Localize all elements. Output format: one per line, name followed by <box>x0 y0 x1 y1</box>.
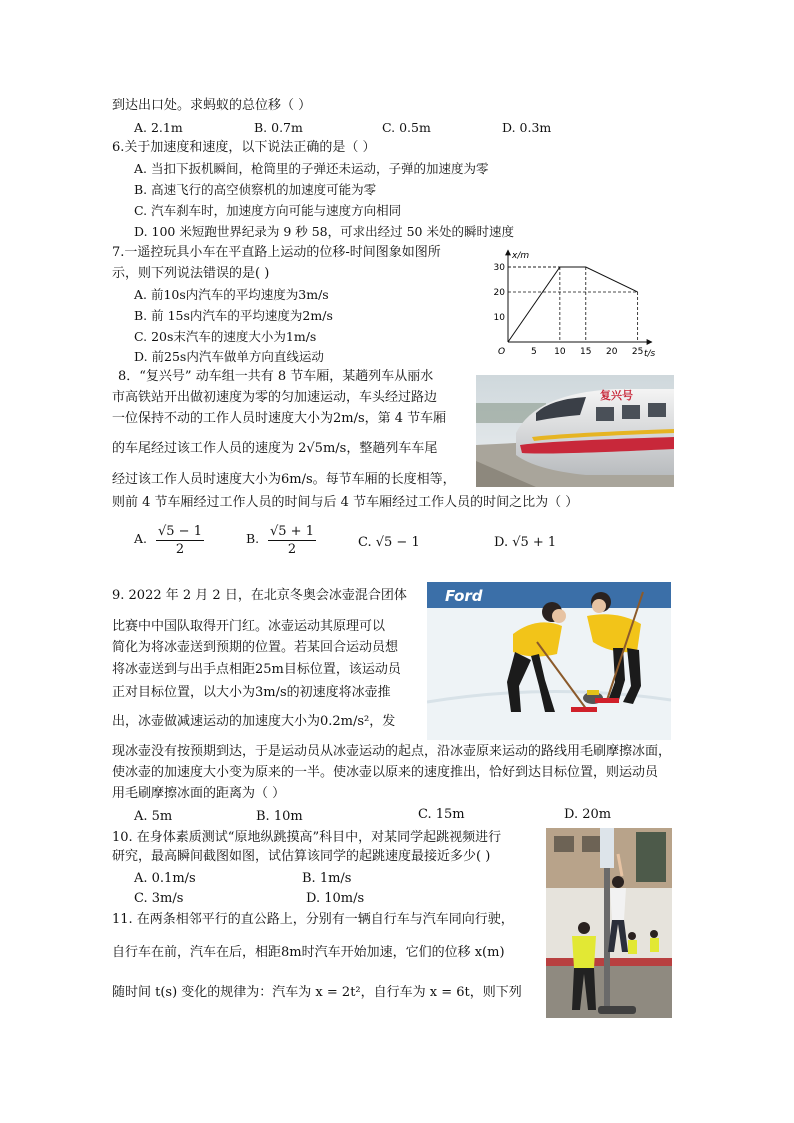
x-tick-label: 10 <box>554 347 566 357</box>
q9-line-2: 比赛中中国队取得开门红。冰壶运动其原理可以 <box>112 619 386 634</box>
intro-option-a: A. 2.1m <box>134 120 183 135</box>
q6-option-d: D. 100 米短跑世界纪录为 9 秒 58，可求出经过 50 米处的瞬时速度 <box>134 224 514 239</box>
q9-option-b: B. 10m <box>256 809 303 824</box>
jump-photo <box>546 828 672 1018</box>
q8-option-b-fraction <box>268 524 316 557</box>
train-sign: 复兴号 <box>600 389 633 402</box>
q6-option-b: B. 高速飞行的高空侦察机的加速度可能为零 <box>134 182 377 197</box>
q10-line-1: 10. 在身体素质测试“原地纵跳摸高”科目中，对某同学起跳视频进行 <box>112 830 502 845</box>
x-tick-label: 5 <box>531 347 537 357</box>
q11-line-2: 自行车在前，汽车在后，相距8m时汽车开始加速，它们的位移 x(m) <box>112 945 505 960</box>
q8-line-1: 8．“复兴号” 动车组一共有 8 节车厢，某趟列车从丽水 <box>118 369 434 384</box>
q6-stem: 6.关于加速度和速度，以下说法正确的是（ ） <box>112 140 376 155</box>
xt-graph <box>490 244 662 362</box>
q8-line-5: 经过该工作人员时速度大小为6m/s。每节车厢的长度相等， <box>112 472 456 487</box>
x-tick-label: 20 <box>605 347 618 357</box>
q8-line-6: 则前 4 节车厢经过工作人员的时间与后 4 节车厢经过工作人员的时间之比为（ ） <box>112 495 579 510</box>
q8-option-a-label: A. <box>134 531 148 546</box>
x-tick-label: 25 <box>631 347 644 357</box>
y-tick-label: 20 <box>493 288 505 298</box>
q10-option-d: D. 10m/s <box>306 891 365 906</box>
q7-option-b: B. 前 15s内汽车的平均速度为2m/s <box>134 308 333 323</box>
rink-banner: Ford <box>445 587 483 605</box>
q8-line-3: 一位保持不动的工作人员时速度大小为2m/s，第 4 节车厢 <box>112 411 447 426</box>
q8-line-2: 市高铁站开出做初速度为零的匀加速运动，车头经过路边 <box>112 390 438 405</box>
q8-option-a-denominator: 2 <box>175 542 185 557</box>
q9-line-6: 出，冰壶做减速运动的加速度大小为0.2m/s²，发 <box>112 714 396 729</box>
q10-option-a: A. 0.1m/s <box>134 871 196 886</box>
train-photo <box>476 375 674 487</box>
intro-option-d: D. 0.3m <box>502 120 552 135</box>
q8-option-c: C. √5 − 1 <box>358 535 420 550</box>
q9-option-a: A. 5m <box>134 809 173 824</box>
q11-line-1: 11. 在两条相邻平行的直公路上，分别有一辆自行车与汽车同向行驶， <box>112 912 514 927</box>
q8-option-b-label: B. <box>246 531 260 546</box>
q9-line-7: 现冰壶没有按预期到达，于是运动员从冰壶运动的起点，沿冰壶原来运动的路线用毛刷摩擦冰面， <box>112 744 672 759</box>
curling-photo <box>427 582 671 740</box>
q9-line-5: 正对目标位置，以大小为3m/s的初速度将冰壶推 <box>112 685 391 700</box>
y-tick-label: 10 <box>493 313 505 323</box>
q10-option-b: B. 1m/s <box>302 871 352 886</box>
q9-line-8: 使冰壶的加速度大小变为原来的一半。使冰壶以原来的速度推出，恰好到达目标位置，则运动员 <box>112 765 659 780</box>
q8-option-a-fraction <box>156 524 204 557</box>
q6-option-a: A. 当扣下扳机瞬间，枪筒里的子弹还未运动，子弹的加速度为零 <box>134 161 489 176</box>
q7-stem-line-1: 7.一遥控玩具小车在平直路上运动的位移-时间图象如图所 <box>112 245 441 260</box>
q10-option-c: C. 3m/s <box>134 891 184 906</box>
q8-option-b-numerator: √5 + 1 <box>268 524 316 541</box>
q9-option-c: C. 15m <box>418 807 465 822</box>
q7-stem-line-2: 示，则下列说法错误的是( ) <box>112 266 270 281</box>
q7-option-a: A. 前10s内汽车的平均速度为3m/s <box>134 287 329 302</box>
q9-line-3: 简化为将冰壶送到预期的位置。若某回合运动员想 <box>112 640 399 655</box>
xt-series-line <box>508 267 638 342</box>
x-tick-label: 15 <box>580 347 592 357</box>
y-axis-label: x/m <box>512 251 530 261</box>
intro-line: 到达出口处。求蚂蚁的总位移（ ） <box>112 98 312 113</box>
intro-option-b: B. 0.7m <box>254 120 303 135</box>
q10-line-2: 研究，最高瞬间截图如图，试估算该同学的起跳速度最接近多少( ) <box>112 849 491 864</box>
x-axis-label: t/s <box>644 349 656 359</box>
intro-option-c: C. 0.5m <box>382 120 431 135</box>
q8-option-a-numerator: √5 − 1 <box>156 524 204 541</box>
q11-line-3: 随时间 t(s) 变化的规律为：汽车为 x = 2t²，自行车为 x = 6t，则下列 <box>112 985 522 1000</box>
q9-option-d: D. 20m <box>564 807 612 822</box>
q8-line-4: 的车尾经过该工作人员的速度为 2√5m/s，整趟列车车尾 <box>112 441 438 456</box>
q7-option-d: D. 前25s内汽车做单方向直线运动 <box>134 349 324 364</box>
q9-line-4: 将冰壶送到与出手点相距25m目标位置，该运动员 <box>112 662 401 677</box>
q8-option-b-denominator: 2 <box>287 542 297 557</box>
q9-line-9: 用毛刷摩擦冰面的距离为（ ） <box>112 786 286 801</box>
q9-line-1: 9. 2022 年 2 月 2 日，在北京冬奥会冰壶混合团体 <box>112 588 407 603</box>
y-tick-label: 30 <box>493 263 505 273</box>
q8-option-d: D. √5 + 1 <box>494 535 557 550</box>
q7-option-c: C. 20s末汽车的速度大小为1m/s <box>134 329 317 344</box>
origin-label: O <box>498 347 506 357</box>
q6-option-c: C. 汽车刹车时，加速度方向可能与速度方向相同 <box>134 203 402 218</box>
